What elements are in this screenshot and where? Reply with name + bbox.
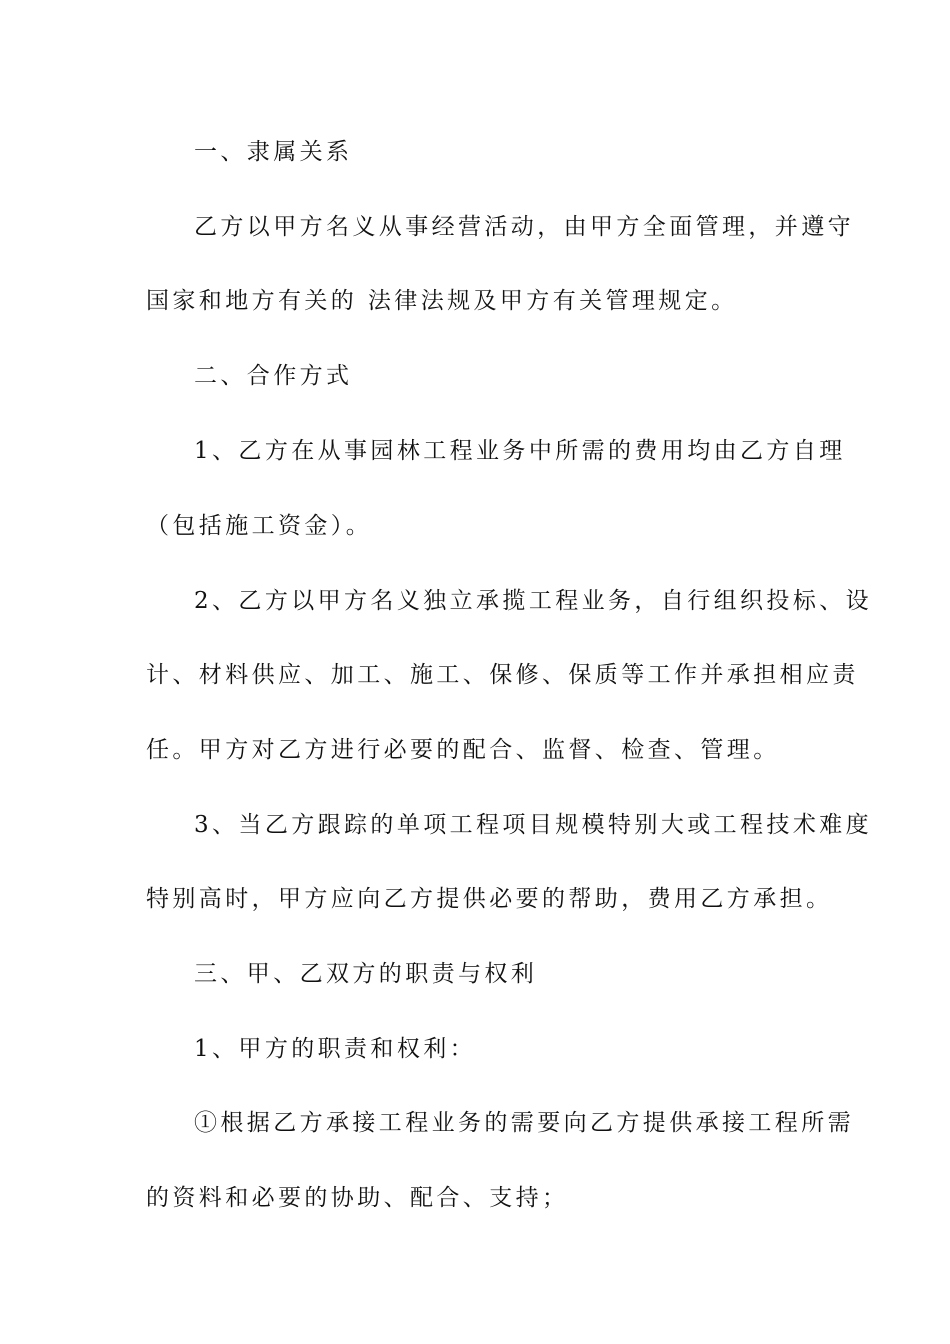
paragraph-line: 计、材料供应、加工、施工、保修、保质等工作并承担相应责 bbox=[146, 662, 859, 688]
section-heading-affiliation: 一、隶属关系 bbox=[194, 139, 353, 165]
paragraph-line: 特别高时，甲方应向乙方提供必要的帮助，费用乙方承担。 bbox=[146, 886, 833, 912]
paragraph-line: 2、乙方以甲方名义独立承揽工程业务，自行组织投标、设 bbox=[194, 588, 873, 614]
paragraph-line: 乙方以甲方名义从事经营活动，由甲方全面管理，并遵守 bbox=[194, 214, 854, 240]
subsection-heading-party-a: 1、甲方的职责和权利： bbox=[194, 1036, 477, 1062]
paragraph-line: 3、当乙方跟踪的单项工程项目规模特别大或工程技术难度 bbox=[194, 812, 873, 838]
paragraph-line: ①根据乙方承接工程业务的需要向乙方提供承接工程所需 bbox=[194, 1110, 854, 1136]
paragraph-line: 1、乙方在从事园林工程业务中所需的费用均由乙方自理 bbox=[194, 438, 846, 464]
paragraph-line: 国家和地方有关的 法律法规及甲方有关管理规定。 bbox=[146, 288, 738, 314]
section-heading-cooperation: 二、合作方式 bbox=[194, 363, 353, 389]
section-heading-duties: 三、甲、乙双方的职责与权利 bbox=[194, 961, 538, 987]
paragraph-line: （包括施工资金）。 bbox=[146, 513, 373, 539]
paragraph-line: 任。甲方对乙方进行必要的配合、监督、检查、管理。 bbox=[146, 737, 780, 763]
paragraph-line: 的资料和必要的协助、配合、支持； bbox=[146, 1185, 569, 1211]
